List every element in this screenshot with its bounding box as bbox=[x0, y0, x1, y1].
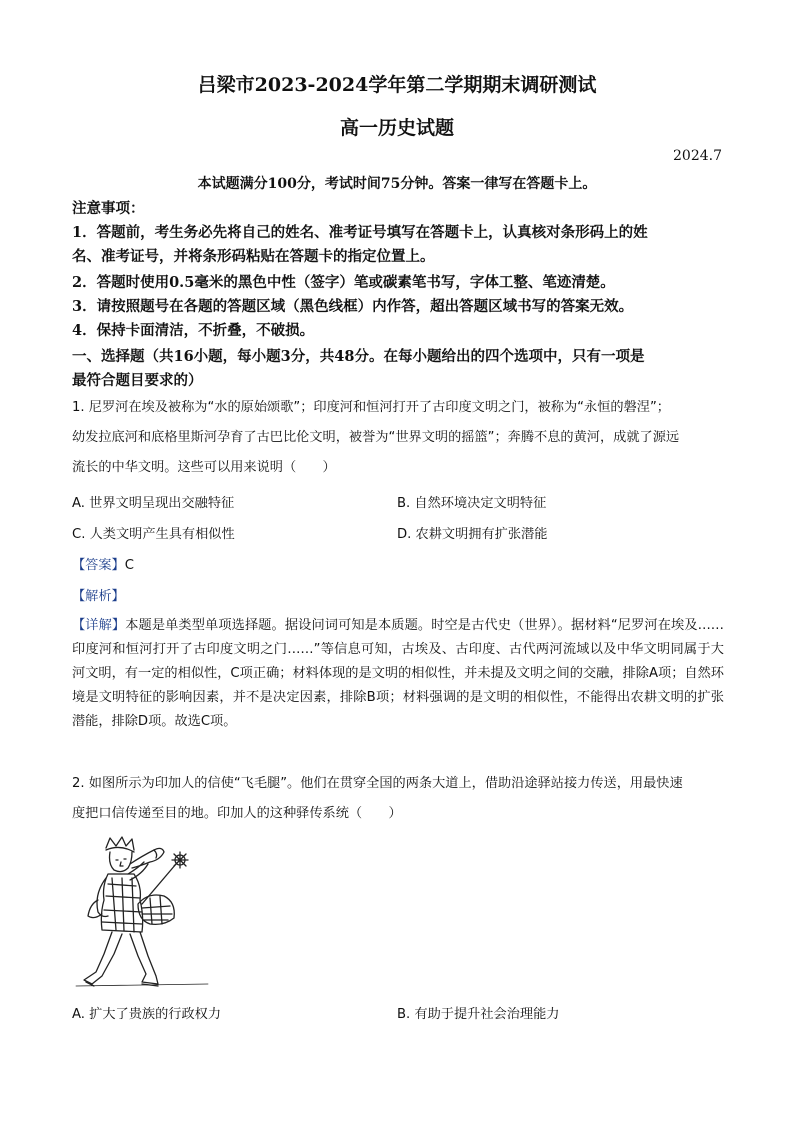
answer-value: C bbox=[124, 558, 134, 573]
q1-stem-line: 幼发拉底河和底格里斯河孕育了古巴比伦文明，被誉为“世界文明的摇篮”；奔腾不息的黄河，成就了源远 bbox=[72, 430, 680, 445]
section-heading-cont: 最符合题目要求的） bbox=[72, 372, 203, 389]
q1-option-a: A. 世界文明呈现出交融特征 bbox=[72, 496, 235, 511]
q1-answer bbox=[72, 554, 134, 573]
exam-date: 2024.7 bbox=[673, 148, 722, 164]
q1-option-c: C. 人类文明产生具有相似性 bbox=[72, 527, 235, 542]
q1-stem-line: 流长的中华文明。这些可以用来说明（ ） bbox=[72, 460, 336, 475]
q1-stem-line: 1. 尼罗河在埃及被称为“水的原始颂歌”；印度河和恒河打开了古印度文明之门，被称为“永恒的磐涅”； bbox=[72, 400, 670, 415]
section-heading: 一、选择题（共16小题，每小题3分，共48分。在每小题给出的四个选项中，只有一项是 bbox=[72, 348, 645, 365]
notes-item: 4．保持卡面清洁，不折叠，不破损。 bbox=[72, 322, 315, 339]
q2-option-a: A. 扩大了贵族的行政权力 bbox=[72, 1007, 222, 1022]
notes-item: 1．答题前，考生务必先将自己的姓名、准考证号填写在答题卡上，认真核对条形码上的姓 bbox=[72, 224, 648, 241]
notes-heading: 注意事项： bbox=[72, 200, 145, 217]
exam-intro: 本试题满分100分，考试时间75分钟。答案一律写在答题卡上。 bbox=[197, 176, 597, 192]
inca-messenger-illustration bbox=[72, 834, 212, 994]
exam-title: 吕梁市2023-2024学年第二学期期末调研测试 bbox=[197, 74, 597, 96]
q2-stem-line: 2. 如图所示为印加人的信使“飞毛腿”。他们在贯穿全国的两条大道上，借助沿途驿站接力传送，用最快速 bbox=[72, 776, 683, 791]
detail-text: 本题是单类型单项选择题。据设问词可知是本质题。时空是古代史（世界）。据材料“尼罗河在埃及……印度河和恒河打开了古印度文明之门……”等信息可知，古埃及、古印度、古代两河流域以及中华文明同属于大河文明，有一定的相似性，C项正确；材料体现的是文明的相似性，并未提及文明之间的交融，排除A项；自然环境是文明特征的影响因素，并不是决定因素，排除B项；材料强调的是文明的相似性，不能得出农耕文明的扩张潜能，排除D项。故选C项。 bbox=[72, 618, 724, 729]
q1-detail bbox=[72, 614, 724, 734]
notes-item: 名、准考证号，并将条形码粘贴在答题卡的指定位置上。 bbox=[72, 248, 435, 265]
q1-option-b: B. 自然环境决定文明特征 bbox=[397, 496, 547, 511]
answer-tag: 【答案】 bbox=[72, 558, 125, 573]
q1-option-d: D. 农耕文明拥有扩张潜能 bbox=[397, 527, 548, 542]
notes-item: 3．请按照题号在各题的答题区域（黑色线框）内作答，超出答题区域书写的答案无效。 bbox=[72, 298, 634, 315]
exam-subtitle: 高一历史试题 bbox=[339, 117, 454, 139]
analysis-tag: 【解析】 bbox=[72, 589, 125, 604]
detail-tag: 【详解】 bbox=[72, 618, 126, 633]
notes-item: 2．答题时使用0.5毫米的黑色中性（签字）笔或碳素笔书写，字体工整、笔迹清楚。 bbox=[72, 274, 615, 291]
q2-stem-line: 度把口信传递至目的地。印加人的这种驿传系统（ ） bbox=[72, 806, 402, 821]
q2-option-b: B. 有助于提升社会治理能力 bbox=[397, 1007, 560, 1022]
